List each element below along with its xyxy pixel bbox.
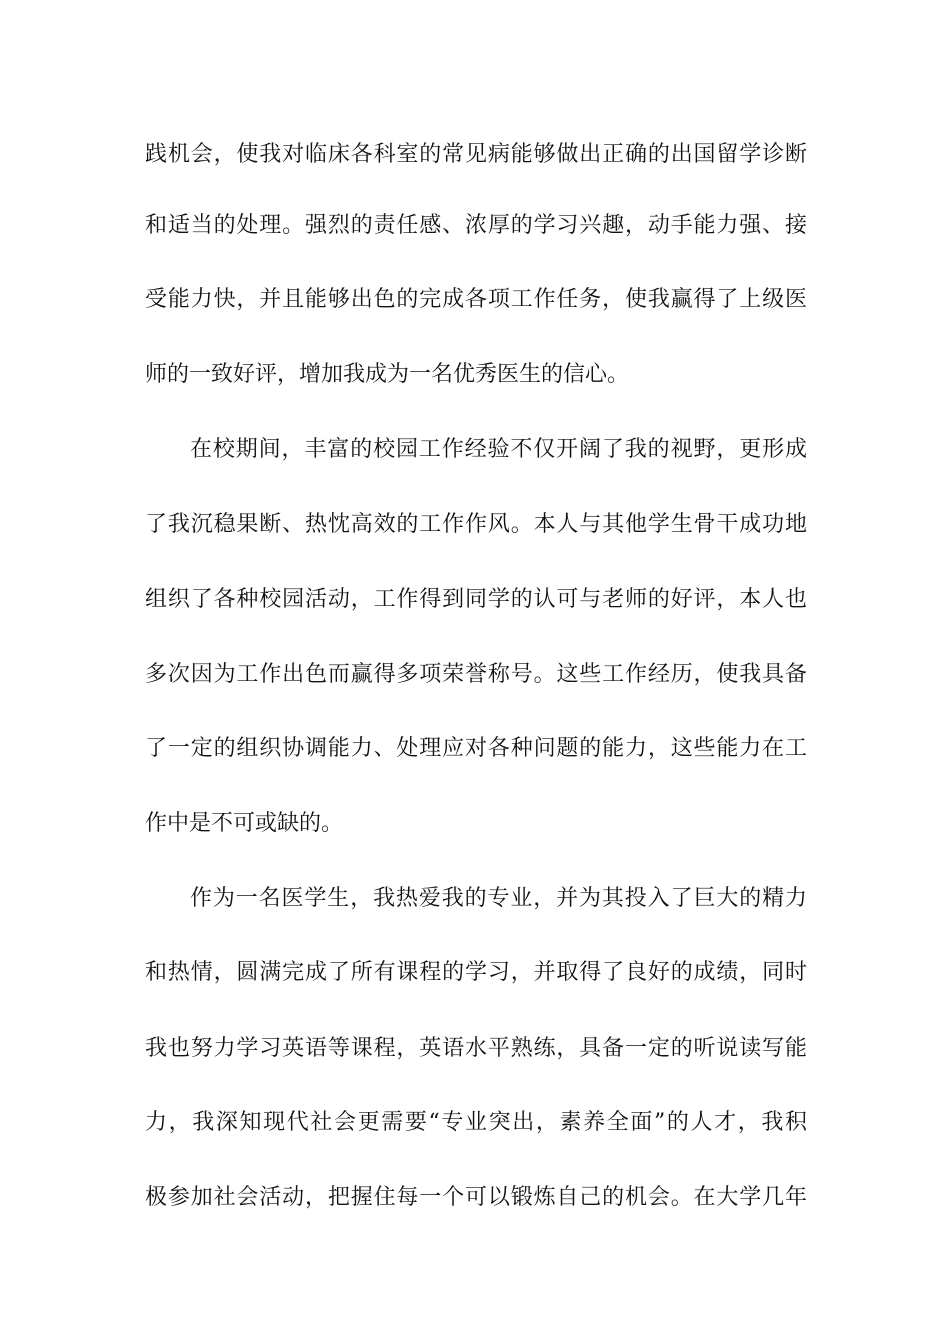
text-line-1: 践机会，使我对临床各科室的常见病能够做出正确的出国留学诊断: [145, 142, 807, 167]
text-line-2: 和适当的处理。强烈的责任感、浓厚的学习兴趣，动手能力强、接: [145, 213, 807, 238]
text-line-7: 组织了各种校园活动，工作得到同学的认可与老师的好评，本人也: [145, 587, 807, 612]
text-line-5: 在校期间，丰富的校园工作经验不仅开阔了我的视野，更形成: [190, 437, 807, 462]
text-line-14: 力，我深知现代社会更需要“专业突出，素养全面”的人才，我积: [145, 1110, 807, 1135]
text-line-6: 了我沉稳果断、热忱高效的工作作风。本人与其他学生骨干成功地: [145, 512, 807, 537]
text-line-3: 受能力快，并且能够出色的完成各项工作任务，使我赢得了上级医: [145, 287, 807, 312]
text-line-10: 作中是不可或缺的。: [145, 811, 344, 836]
text-line-13: 我也努力学习英语等课程，英语水平熟练，具备一定的听说读写能: [145, 1036, 807, 1061]
text-line-9: 了一定的组织协调能力、处理应对各种问题的能力，这些能力在工: [145, 736, 807, 761]
text-line-11: 作为一名医学生，我热爱我的专业，并为其投入了巨大的精力: [190, 886, 807, 911]
text-line-15: 极参加社会活动，把握住每一个可以锻炼自己的机会。在大学几年: [145, 1185, 807, 1210]
text-line-8: 多次因为工作出色而赢得多项荣誉称号。这些工作经历，使我具备: [145, 662, 807, 687]
text-line-12: 和热情，圆满完成了所有课程的学习，并取得了良好的成绩，同时: [145, 960, 807, 985]
text-line-4: 师的一致好评，增加我成为一名优秀医生的信心。: [145, 362, 630, 387]
